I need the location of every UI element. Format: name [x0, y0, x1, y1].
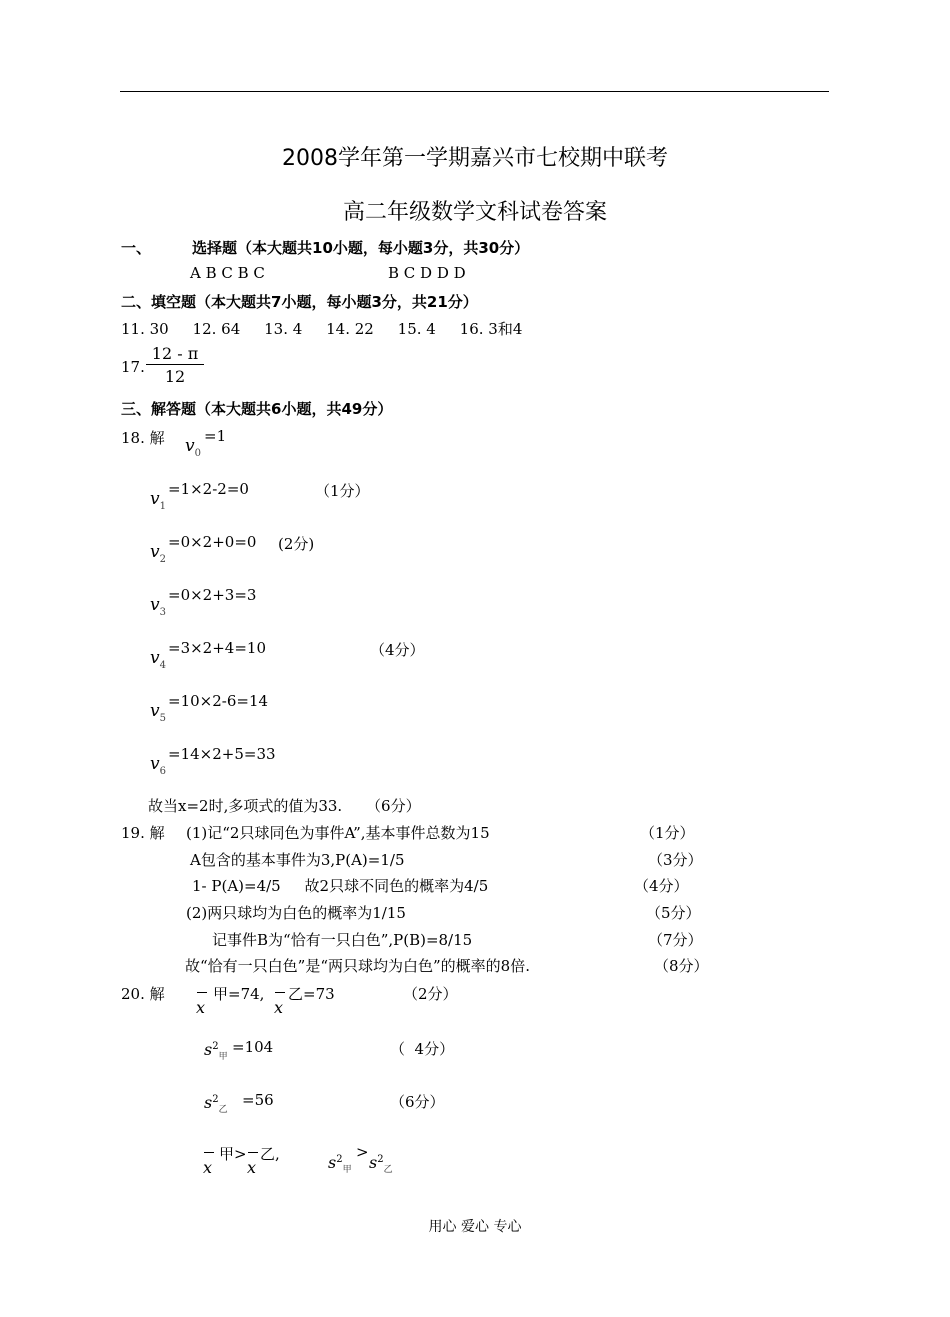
q18-eq5: =10×2-6=14	[168, 692, 269, 710]
q19-label: 19. 解	[121, 824, 165, 842]
q19-score6: （8分）	[654, 957, 709, 975]
q19-line3: 1- P(A)=4/5 故2只球不同色的概率为4/5	[192, 877, 489, 895]
x-bar-jia-symbol: x	[196, 998, 205, 1017]
choice-answers-6-10: B C D D D	[388, 264, 466, 282]
x-bar-yi-symbol: x	[274, 998, 283, 1017]
q18-score4: （4分）	[370, 641, 425, 659]
q18-eq6: =14×2+5=33	[168, 745, 276, 763]
q18-conclusion: 故当x=2时,多项式的值为33. （6分）	[148, 797, 421, 815]
q18-eq1: =1×2-2=0	[168, 480, 249, 498]
q20-var-jia: =104	[232, 1038, 274, 1056]
v5-symbol: $v_5$	[150, 701, 166, 724]
q19-score1: （1分）	[640, 824, 695, 842]
top-rule	[120, 91, 829, 92]
v3-symbol: $v_3$	[150, 595, 166, 618]
q18-score2: (2分)	[278, 535, 315, 553]
v2-symbol: $v_2$	[150, 542, 166, 565]
q19-line5: 记事件B为“恰有一只白色”,P(B)=8/15	[212, 931, 473, 949]
q17-numerator: 12 - π	[146, 344, 204, 365]
q18-score1: （1分）	[315, 482, 370, 500]
v4-symbol: $v_4$	[150, 648, 166, 671]
q17-fraction	[146, 344, 204, 386]
x-bar-cmp-yi-symbol: x	[247, 1158, 256, 1177]
page-title: 2008学年第一学期嘉兴市七校期中联考	[282, 146, 668, 171]
q20-score3: （6分）	[390, 1093, 445, 1111]
q20-score1: （2分）	[403, 985, 458, 1003]
v6-symbol: $v_6$	[150, 754, 166, 777]
v1-symbol: $v_1$	[150, 489, 166, 512]
q20-label: 20. 解	[121, 985, 165, 1003]
section2-title: 二、填空题（本大题共7小题，每小题3分，共21分）	[121, 293, 478, 311]
q19-line6: 故“恰有一只白色”是“两只球均为白色”的概率的8倍.	[185, 957, 530, 975]
q18-label: 18. 解	[121, 429, 165, 447]
section3-title: 三、解答题（本大题共6小题，共49分）	[121, 400, 393, 418]
page-subtitle: 高二年级数学文科试卷答案	[342, 200, 607, 225]
q17-denominator: 12	[164, 367, 186, 386]
q19-line4: (2)两只球均为白色的概率为1/15	[186, 904, 406, 922]
q20-gt-sign: >	[356, 1143, 369, 1161]
q19-score4: （5分）	[646, 904, 701, 922]
s-squared-yi-symbol: $s^2_乙$	[204, 1093, 228, 1115]
v0-symbol: $v_0$	[185, 436, 201, 459]
q19-score2: （3分）	[648, 851, 703, 869]
q20-mean-jia: 甲=74,	[213, 985, 265, 1003]
q19-score5: （7分）	[648, 931, 703, 949]
choice-answers-1-5: A B C B C	[190, 264, 265, 282]
q19-line2: A包含的基本事件为3,P(A)=1/5	[190, 851, 405, 869]
q20-cmp-mean: 甲>	[219, 1145, 247, 1163]
s-squared-cmp-jia-symbol: $s^2_甲$	[328, 1153, 352, 1175]
s-squared-jia-symbol: $s^2_甲$	[204, 1040, 228, 1062]
page-footer: 用心 爱心 专心	[428, 1219, 522, 1235]
q20-cmp-mean-end: 乙,	[260, 1145, 280, 1163]
q19-score3: （4分）	[634, 877, 689, 895]
fill-answers: 11. 30 12. 64 13. 4 14. 22 15. 4 16. 3和4	[121, 320, 523, 338]
x-bar-cmp-jia-symbol: x	[203, 1158, 212, 1177]
q18-eq2: =0×2+0=0	[168, 533, 257, 551]
q20-mean-yi: 乙=73	[288, 985, 335, 1003]
s-squared-cmp-yi-symbol: $s^2_乙$	[369, 1153, 393, 1175]
q18-eq3: =0×2+3=3	[168, 586, 257, 604]
q19-line1: (1)记“2只球同色为事件A”,基本事件总数为15	[186, 824, 490, 842]
section1-title: 选择题（本大题共10小题，每小题3分，共30分）	[192, 239, 530, 257]
section1-number: 一、	[121, 239, 152, 257]
q20-var-yi: =56	[242, 1091, 274, 1109]
q20-score2: （ 4分）	[390, 1040, 455, 1058]
q17-label: 17.	[121, 358, 145, 376]
q18-eq4: =3×2+4=10	[168, 639, 266, 657]
q18-eq0: =1	[204, 427, 227, 445]
